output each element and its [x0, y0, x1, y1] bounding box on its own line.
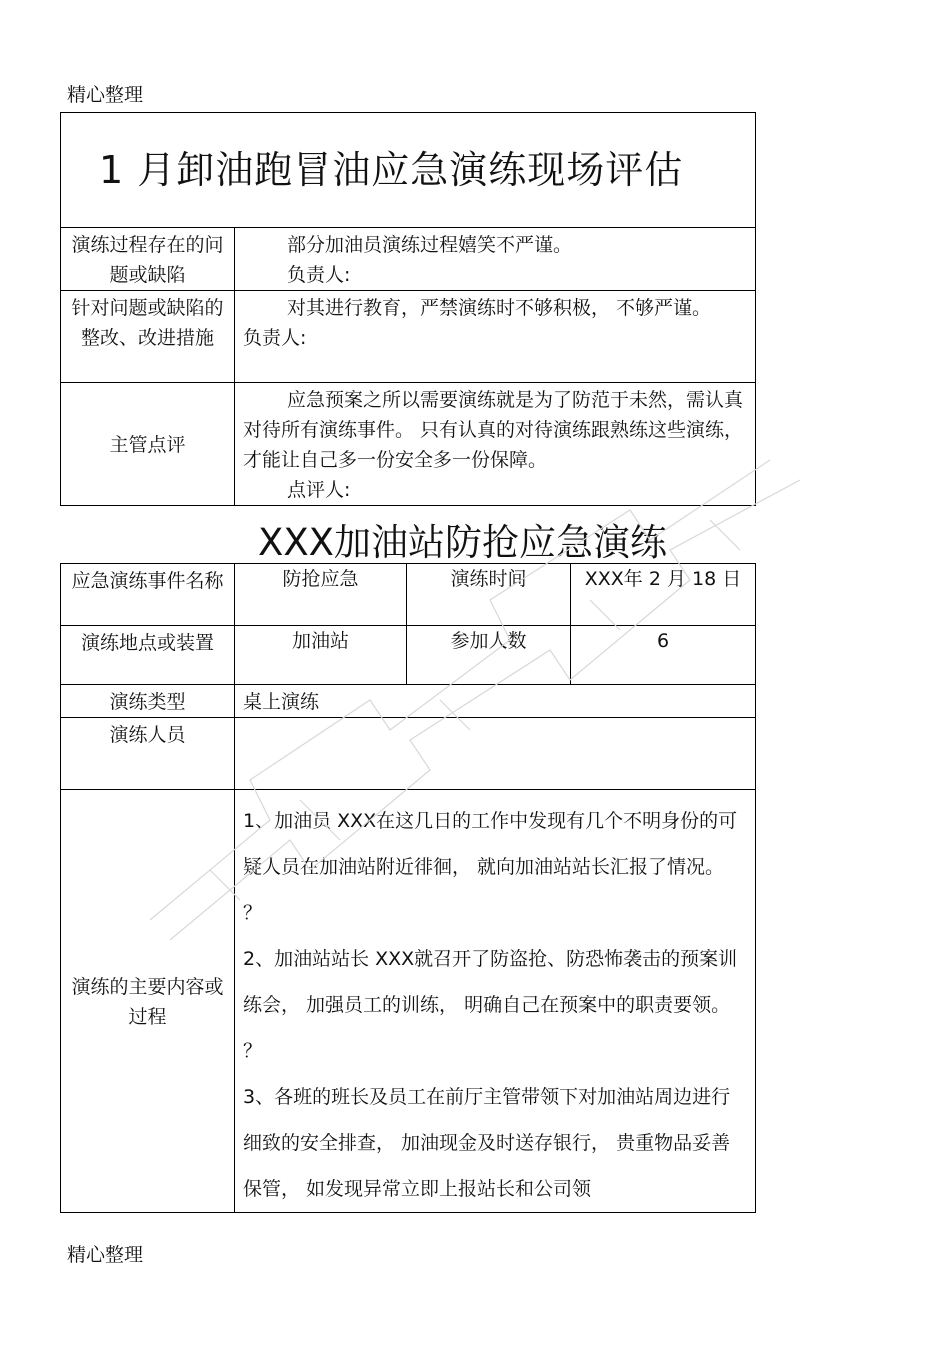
drill-content-label: 演练的主要内容或过程 [61, 790, 235, 1213]
drill-step-3: 3、各班的班长及员工在前厅主管带领下对加油站周边进行细致的安全排查， 加油现金及时送存银行， 贵重物品妥善保管， 如发现异常立即上报站长和公司领 [243, 1086, 731, 1200]
corrective-owner: 负责人: [243, 327, 307, 349]
drill-time-value: XXX年 2 月 18 日 [571, 564, 756, 626]
supervisor-commenter: 点评人: [287, 479, 351, 501]
event-name-label: 应急演练事件名称 [61, 564, 235, 626]
personnel-value [235, 718, 756, 790]
evaluation-title: 1 月卸油跑冒油应急演练现场评估 [61, 113, 756, 228]
drill-type-label: 演练类型 [61, 685, 235, 718]
participants-label: 参加人数 [407, 626, 571, 685]
personnel-label: 演练人员 [61, 718, 235, 790]
location-label: 演练地点或装置 [61, 626, 235, 685]
page-header: 精心整理 [67, 84, 144, 106]
location-value: 加油站 [235, 626, 407, 685]
problems-content [235, 228, 756, 291]
drill-step-1: 1、加油员 XXX在这几日的工作中发现有几个不明身份的可疑人员在加油站附近徘徊， 就向加油站站长汇报了情况。 ？ [243, 810, 738, 924]
supervisor-comment-text: 应急预案之所以需要演练就是为了防范于未然，需认真对待所有演练事件。 只有认真的对待演练跟熟练这些演练，才能让自己多一份安全多一份保障。 [243, 389, 744, 471]
drill-time-label: 演练时间 [407, 564, 571, 626]
corrective-text: 对其进行教育，严禁演练时不够积极， 不够严谨。 [287, 297, 712, 319]
page-footer: 精心整理 [67, 1244, 144, 1266]
evaluation-table [60, 112, 756, 506]
drill-type-value: 桌上演练 [235, 685, 756, 718]
drill-content [235, 790, 756, 1213]
problems-text: 部分加油员演练过程嬉笑不严谨。 [287, 234, 573, 256]
problems-owner: 负责人: [287, 264, 351, 286]
drill-title: XXX加油站防抢应急演练 [257, 521, 668, 564]
drill-table [60, 563, 756, 1213]
drill-step-2: 2、加油站站长 XXX就召开了防盗抢、防恐怖袭击的预案训练会， 加强员工的训练， 明确自己在预案中的职责要领。 ？ [243, 948, 738, 1062]
corrective-content [235, 291, 756, 383]
corrective-label: 针对问题或缺陷的整改、改进措施 [61, 291, 235, 383]
supervisor-comment-label: 主管点评 [61, 383, 235, 506]
problems-label: 演练过程存在的问题或缺陷 [61, 228, 235, 291]
event-name-value: 防抢应急 [235, 564, 407, 626]
participants-value: 6 [571, 626, 756, 685]
supervisor-comment-content [235, 383, 756, 506]
